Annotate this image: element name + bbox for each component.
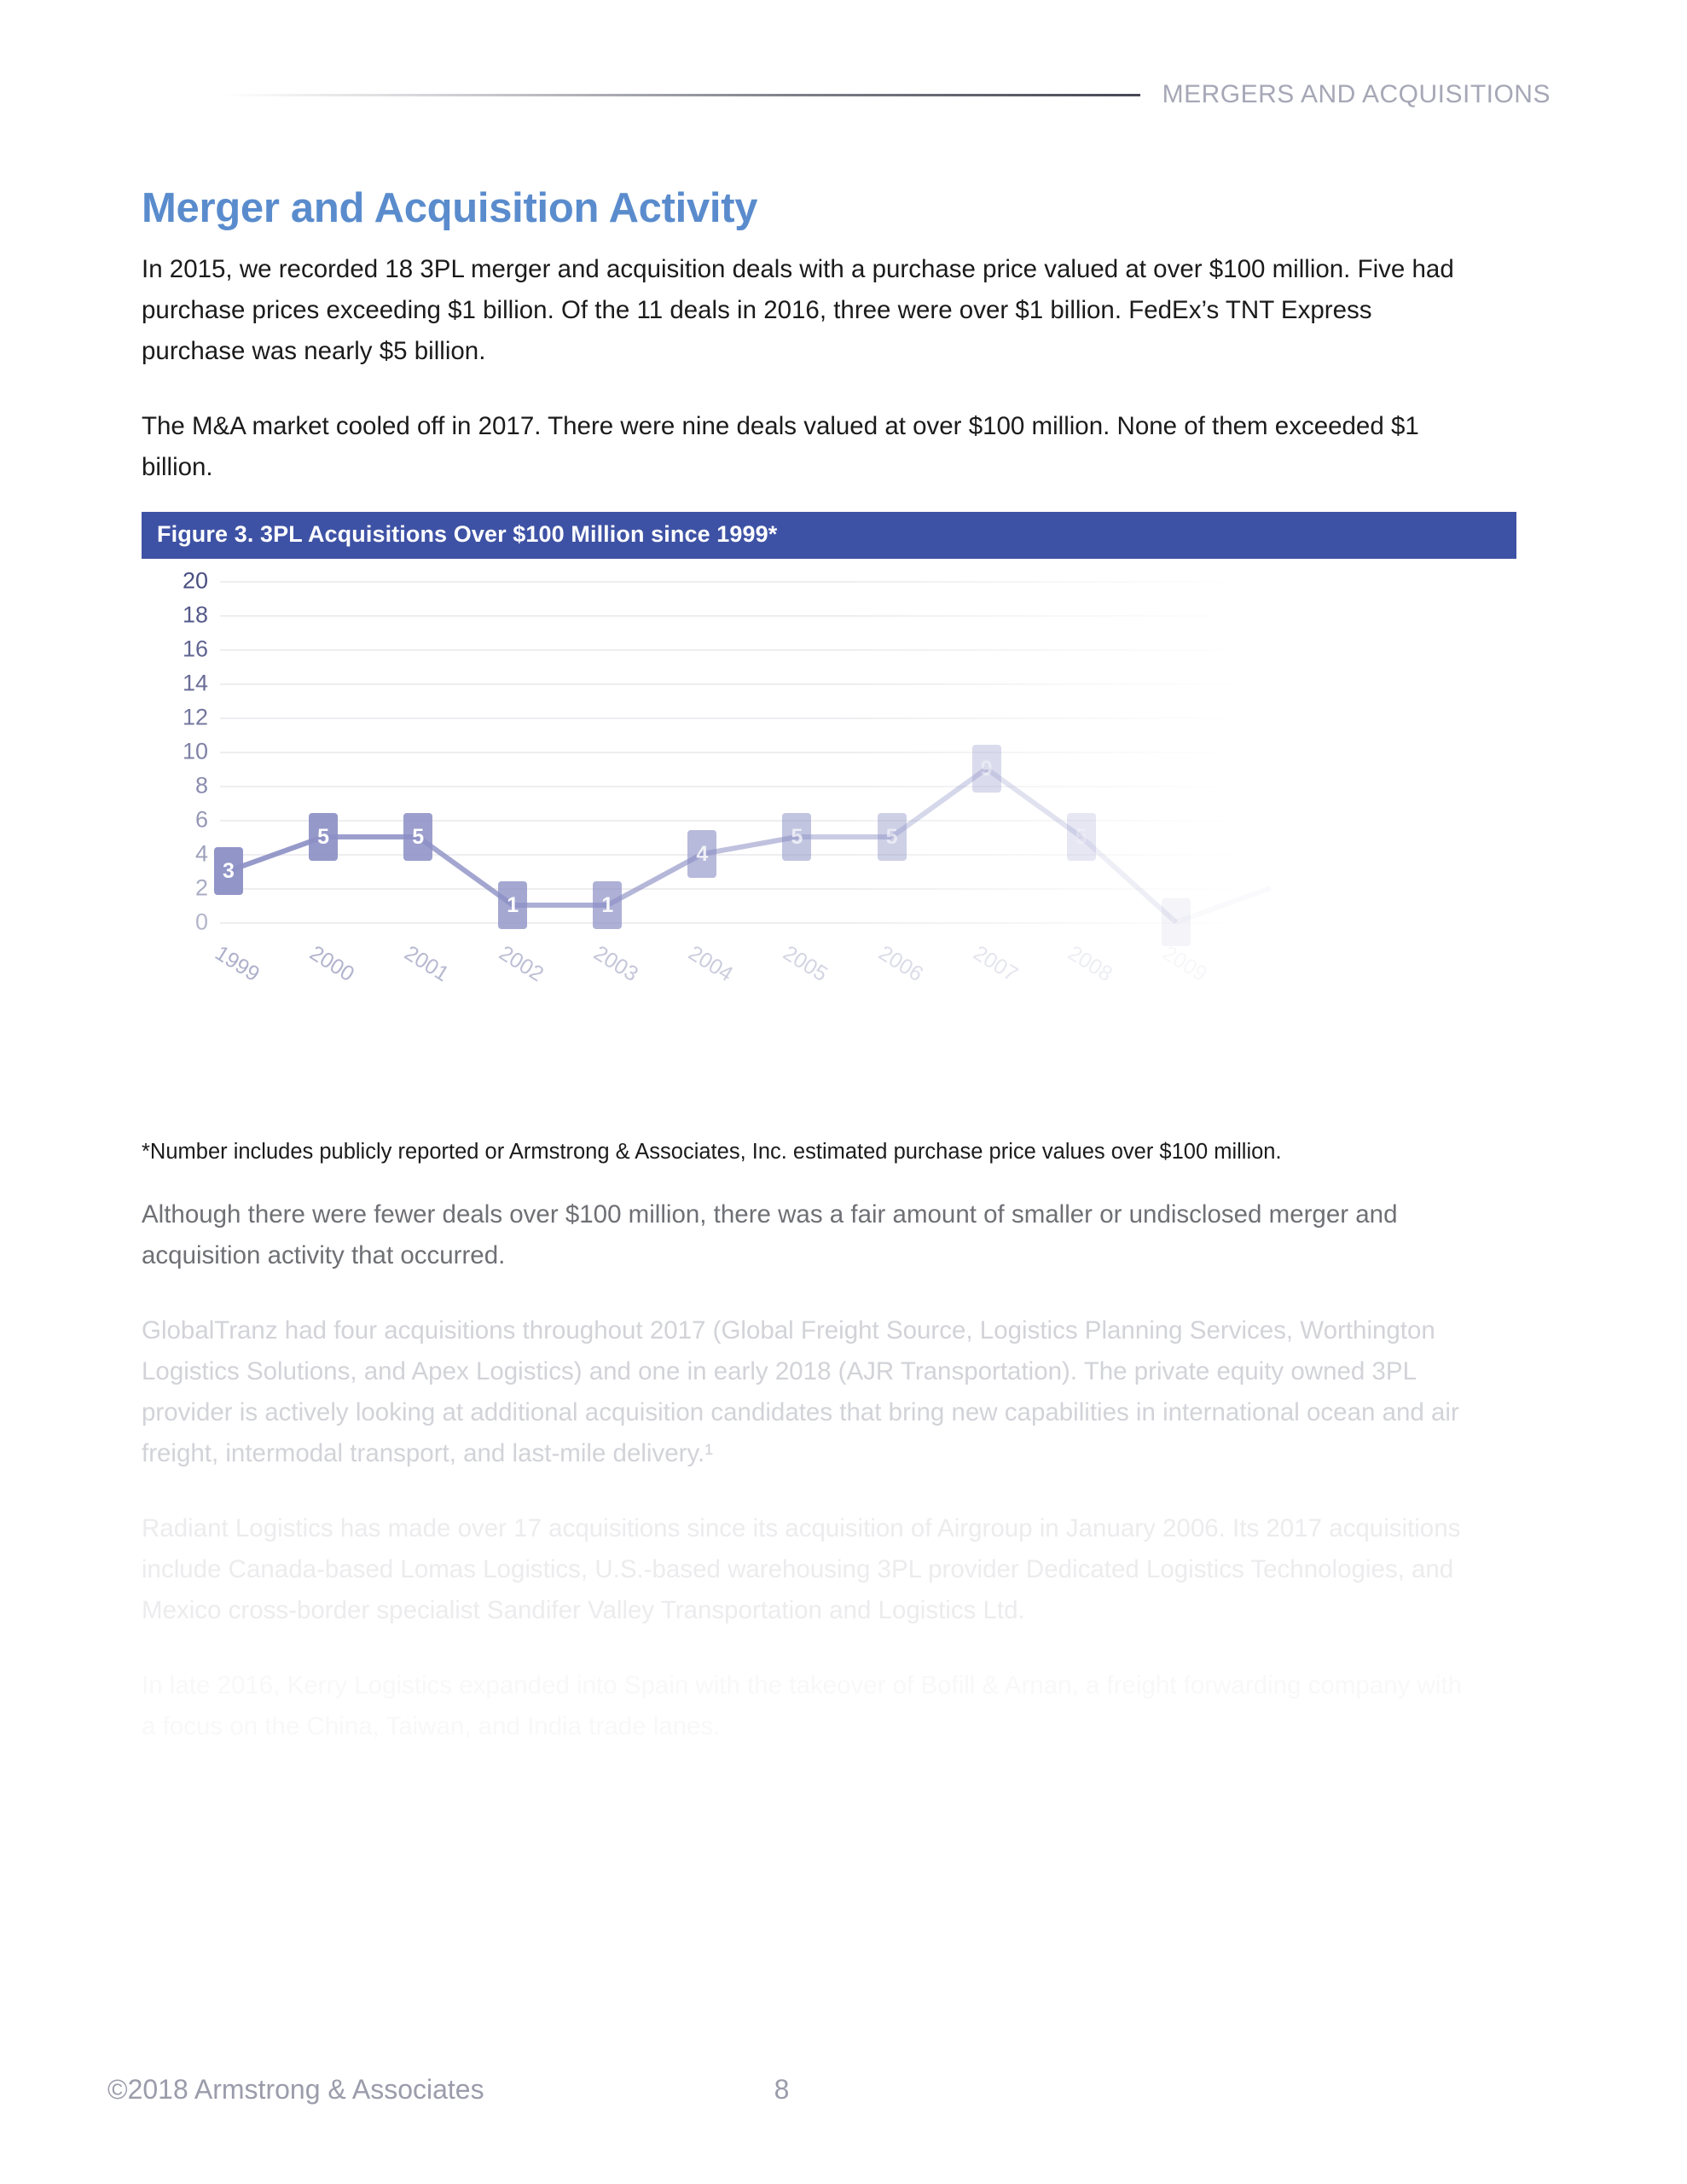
figure-title-bar: Figure 3. 3PL Acquisitions Over $100 Million since 1999* — [142, 512, 1516, 559]
running-header-label: MERGERS AND ACQUISITIONS — [1162, 80, 1551, 108]
chart-gridline — [220, 752, 1412, 753]
chart-y-axis-label: 8 — [194, 772, 208, 799]
chart-y-axis-label: 14 — [182, 670, 208, 696]
paragraph-6: In late 2016, Kerry Logistics expanded into Spain with the takeover of Bofill & Arnan, a freight forwarding company with a focus on the China, Taiwan, and India trade lanes. — [142, 1671, 1462, 1740]
chart-gridline — [220, 615, 1412, 617]
chart-data-point: 3 — [214, 847, 243, 895]
page-footer — [107, 2074, 1046, 2106]
chart-gridline — [220, 820, 1412, 822]
chart-gridline — [220, 922, 1412, 924]
paragraph-4: GlobalTranz had four acquisitions throughout 2017 (Global Freight Source, Logistics Planning Services, Worthington Logistics Solutions, and Apex Logistics) and one in early 2018 (AJR Transportation). The private equity owned 3PL provider is actively looking at additional acquisition candidates that bring new capabilities in international ocean and air freight, intermodal transport, and last-mile delivery.¹ — [142, 1316, 1459, 1467]
chart-data-point: 5 — [403, 813, 432, 861]
chart-data-point: 5 — [782, 813, 811, 861]
discussion-text-block — [142, 1194, 1472, 1781]
chart-data-point — [1256, 864, 1285, 912]
chart-data-point: 5 — [309, 813, 338, 861]
chart-x-axis-label: 2002 — [495, 941, 548, 987]
chart-y-axis-label: 0 — [194, 909, 208, 935]
chart-x-axis-label: 2008 — [1063, 941, 1116, 987]
chart-y-axis-label: 12 — [182, 704, 208, 730]
chart-y-axis-label: 6 — [194, 806, 208, 833]
paragraph-2: The M&A market cooled off in 2017. There were nine deals valued at over $100 million. None of them exceeded $1 billion. — [142, 412, 1419, 481]
footer-copyright: ©2018 Armstrong & Associates — [107, 2074, 484, 2105]
chart-y-axis-label: 20 — [182, 567, 208, 594]
chart-x-axis-label: 2009 — [1157, 941, 1211, 987]
chart-canvas — [142, 567, 1516, 987]
page-title: Merger and Acquisition Activity — [142, 185, 758, 231]
chart-data-point: 5 — [878, 813, 907, 861]
chart-x-axis-label: 2007 — [968, 941, 1022, 987]
chart-data-point: 1 — [593, 881, 622, 929]
chart-data-point: 9 — [972, 745, 1001, 793]
chart-gridline — [220, 581, 1412, 583]
intro-text-block — [142, 249, 1472, 522]
paragraph-1: In 2015, we recorded 18 3PL merger and acquisition deals with a purchase price valued at over $100 million. Five had purchase prices exceeding $1 billion. Of the 11 deals in 2016, three were over $1 billion. FedEx’s TNT Express purchase was nearly $5 billion. — [142, 255, 1454, 365]
chart-gridline — [220, 649, 1412, 651]
chart-y-axis-label: 10 — [182, 738, 208, 764]
chart-data-point: 4 — [687, 830, 716, 878]
chart-x-axis-label: 1999 — [211, 941, 264, 987]
chart-x-axis-label: 2004 — [684, 941, 738, 987]
chart-plot-area — [182, 567, 1516, 987]
chart-y-axis-label: 2 — [194, 874, 208, 901]
header-divider-rule — [222, 94, 1140, 96]
figure-footnote: *Number includes publicly reported or Armstrong & Associates, Inc. estimated purchase price values over $100 million. — [142, 1140, 1282, 1164]
chart-data-point: 0 — [1162, 898, 1191, 946]
figure-3 — [142, 512, 1516, 987]
running-header — [0, 73, 1687, 116]
chart-gridline — [220, 717, 1412, 719]
chart-data-point: 5 — [1067, 813, 1096, 861]
chart-gridline — [220, 683, 1412, 685]
footer-page-number: 8 — [774, 2074, 790, 2105]
chart-y-axis-label: 16 — [182, 636, 208, 662]
chart-data-point: 1 — [498, 881, 527, 929]
chart-x-axis-label: 2003 — [589, 941, 643, 987]
chart-x-axis-label: 2001 — [400, 941, 454, 987]
paragraph-5: Radiant Logistics has made over 17 acquisitions since its acquisition of Airgroup in January 2006. Its 2017 acquisitions include Canada-based Lomas Logistics, U.S.-based warehousing 3PL provider Dedicated Logistics Technologies, and Mexico cross-border specialist Sandifer Valley Transportation and Logistics Ltd. — [142, 1514, 1461, 1624]
chart-gridline — [220, 854, 1412, 856]
chart-gridline — [220, 786, 1412, 787]
chart-y-axis-label: 4 — [194, 840, 208, 867]
chart-data-point — [1446, 796, 1475, 844]
chart-x-axis-label: 2006 — [873, 941, 927, 987]
chart-data-point — [1351, 847, 1380, 895]
chart-y-axis-label: 18 — [182, 601, 208, 628]
chart-x-axis-label: 2000 — [305, 941, 359, 987]
chart-x-axis-label: 2005 — [779, 941, 832, 987]
paragraph-3: Although there were fewer deals over $100 million, there was a fair amount of smaller or undisclosed merger and acquisition activity that occurred. — [142, 1200, 1398, 1269]
chart-gridline — [220, 888, 1412, 890]
